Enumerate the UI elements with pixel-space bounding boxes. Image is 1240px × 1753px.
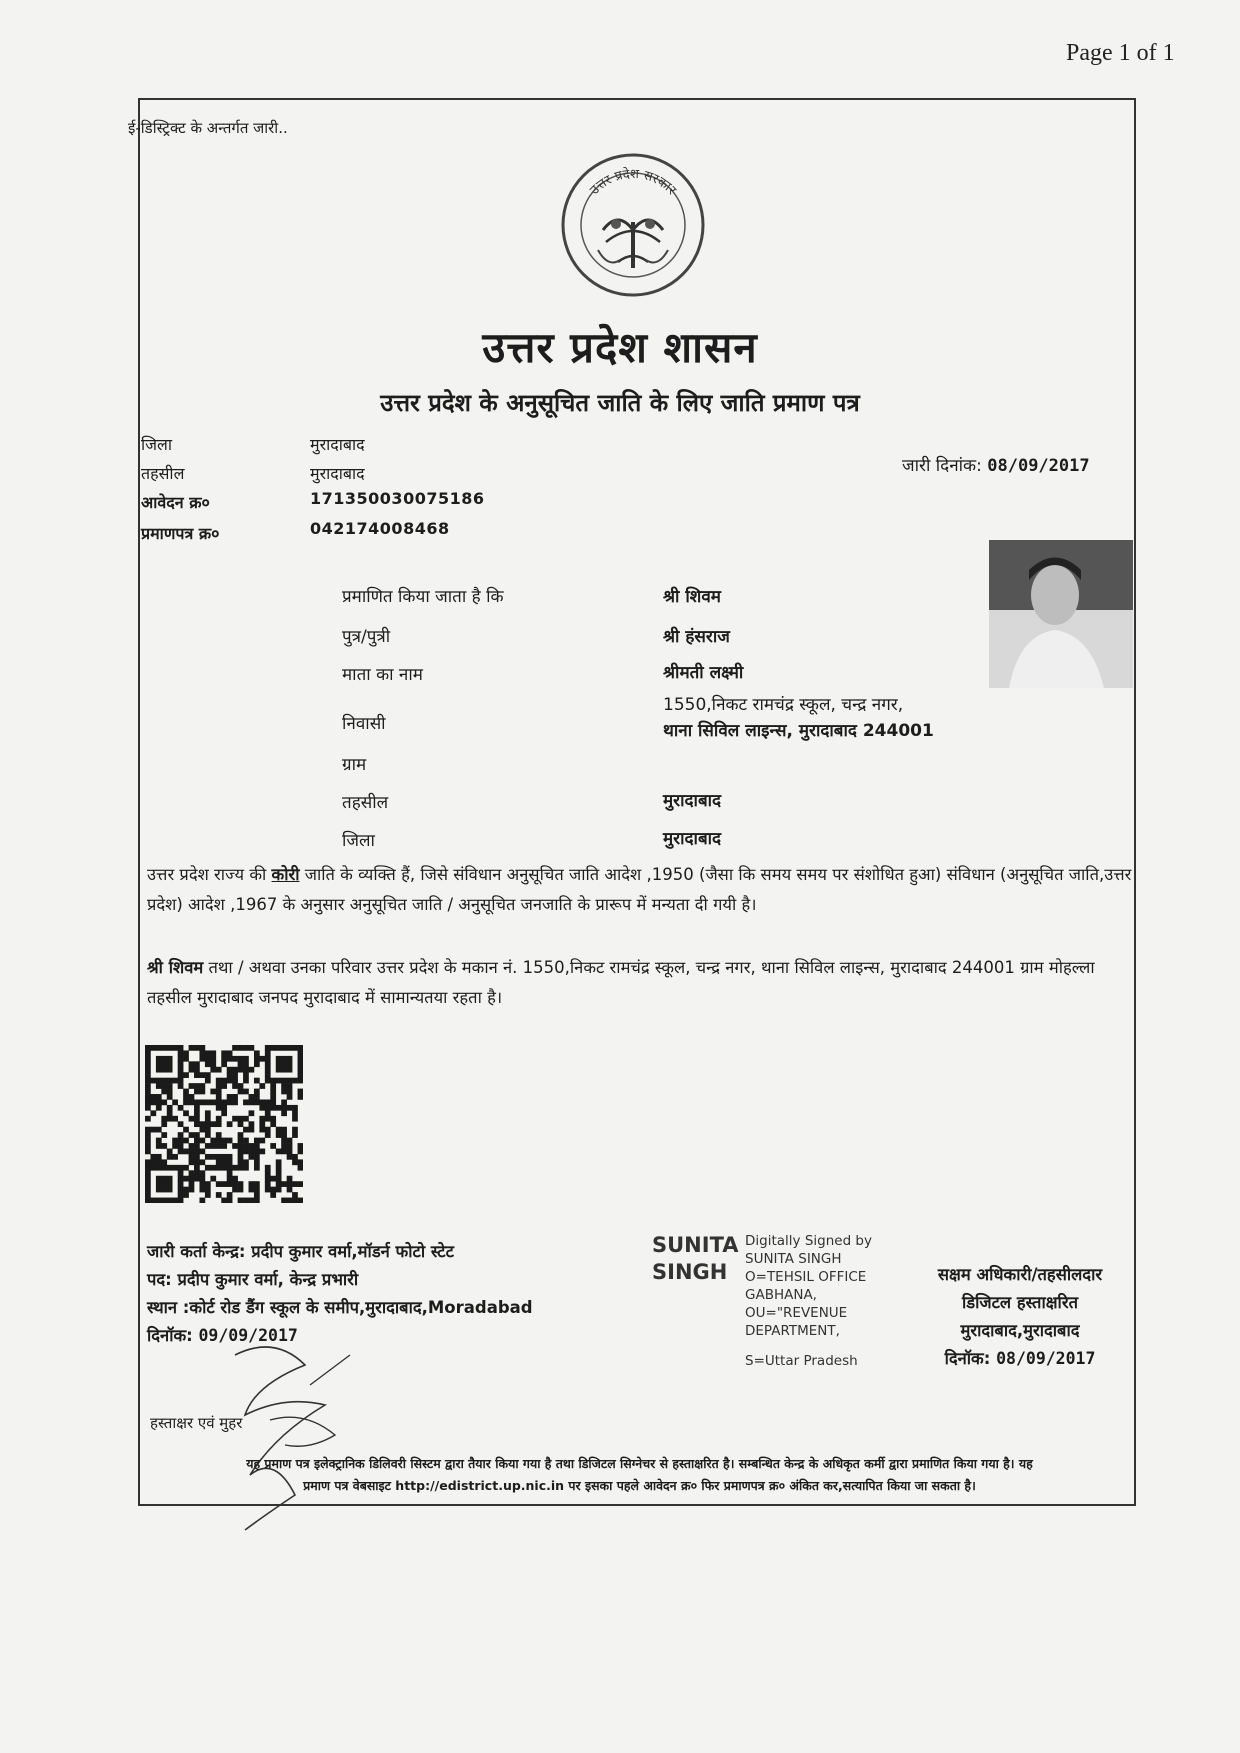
field-district-value: मुरादाबाद (663, 829, 722, 849)
certify-label: प्रमाणित किया जाता है कि (342, 587, 504, 607)
application-number: 171350030075186 (310, 489, 485, 508)
caste-statement (147, 860, 1132, 920)
issuer-date-value: 09/09/2017 (198, 1326, 298, 1345)
issuer-post: पद: प्रदीप कुमार वर्मा, केन्द्र प्रभारी (147, 1270, 359, 1289)
authority-designation: सक्षम अधिकारी/तहसीलदार (937, 1265, 1103, 1284)
edistrict-note: ई-डिस्ट्रिक्ट के अन्तर्गत जारी.. (128, 119, 288, 137)
digital-signer-name: SUNITA SINGH (652, 1233, 739, 1284)
authority-location: मुरादाबाद,मुरादाबाद (960, 1321, 1080, 1340)
caste-statement-pre: उत्तर प्रदेश राज्य की (147, 865, 272, 884)
qr-code (145, 1045, 303, 1207)
authority-date-label: दिनॉक: (944, 1349, 991, 1368)
handwritten-signature (215, 1325, 365, 1535)
sig-line-5: OU="REVENUE (745, 1305, 848, 1321)
footer-verification-note (147, 1453, 1132, 1497)
footer-line-2: प्रमाण पत्र वेबसाइट http://edistrict.up.nic.in पर इसका पहले आवेदन क्र० फिर प्रमाणपत्र क्र० अंकित कर,सत्यापित किया जा सकता है। (303, 1478, 976, 1493)
certificate-label: प्रमाणपत्र क्र० (141, 524, 220, 543)
tehsil-value: मुरादाबाद (310, 464, 365, 483)
authority-digital: डिजिटल हस्ताक्षरित (962, 1293, 1078, 1312)
district-value: मुरादाबाद (310, 435, 365, 454)
field-district-label: जिला (342, 831, 375, 851)
holder-name: श्री शिवम (663, 587, 721, 607)
signature-seal-label: हस्ताक्षर एवं मुहर (150, 1414, 243, 1432)
sig-line-2: SUNITA SINGH (745, 1251, 842, 1267)
district-label: जिला (141, 435, 173, 454)
tehsil-label: तहसील (141, 464, 185, 483)
issuer-centre: जारी कर्ता केन्द्र: प्रदीप कुमार वर्मा,मॉडर्न फोटो स्टेट (147, 1242, 454, 1261)
issue-date (902, 453, 1090, 476)
residence-statement (147, 953, 1132, 1013)
sig-line-4: GABHANA, (745, 1287, 817, 1303)
caste-name: कोरी (271, 865, 300, 884)
state-emblem-seal (558, 150, 708, 304)
page-number: Page 1 of 1 (1066, 40, 1175, 66)
certificate-title: उत्तर प्रदेश के अनुसूचित जाति के लिए जाति प्रमाण पत्र (380, 389, 860, 417)
emblem-text: उत्तर प्रदेश सरकार (587, 166, 679, 199)
sig-line-7: S=Uttar Pradesh (745, 1353, 858, 1369)
father-name: श्री हंसराज (663, 627, 730, 647)
field-tehsil-label: तहसील (342, 793, 389, 813)
issuer-date-label: दिनॉक: (147, 1326, 193, 1345)
field-tehsil-value: मुरादाबाद (663, 791, 722, 811)
authority-date (900, 1346, 1140, 1369)
resident-label: निवासी (342, 714, 386, 734)
mother-name: श्रीमती लक्ष्मी (663, 663, 744, 683)
svg-text:उत्तर प्रदेश सरकार (587, 166, 679, 199)
caste-statement-post: जाति के व्यक्ति हैं, जिसे संविधान अनुसूचित जाति आदेश ,1950 (जैसा कि समय समय पर संशोधित हुआ) संविधान (अनुसूचित जाति,उत्तर प्रदेश) आदेश ,1967 के अनुसार अनुसूचित जाति / अनुसूचित जनजाति के प्रारूप में मन्यता दी गयी है। (147, 865, 1132, 914)
issuer-place: स्थान :कोर्ट रोड डैंग स्कूल के समीप,मुरादाबाद,Moradabad (147, 1298, 533, 1317)
issue-date-label: जारी दिनांक: (902, 456, 982, 476)
applicant-photo (989, 540, 1133, 688)
footer-line-1: यह प्रमाण पत्र इलेक्ट्रानिक डिलिवरी सिस्टम द्वारा तैयार किया गया है तथा डिजिटल सिग्नेचर से हस्ताक्षरित है। सम्बन्धित केन्द्र के अधिकृत कर्मी द्वारा प्रमाणित किया गया है। यह (246, 1456, 1033, 1471)
digital-signature-details (745, 1232, 895, 1370)
address-line-1: 1550,निकट रामचंद्र स्कूल, चन्द्र नगर, (663, 695, 904, 715)
application-label: आवेदन क्र० (141, 493, 210, 512)
residence-statement-text: तथा / अथवा उनका परिवार उत्तर प्रदेश के मकान नं. 1550,निकट रामचंद्र स्कूल, चन्द्र नगर, थाना सिविल लाइन्स, मुरादाबाद 244001 ग्राम मोहल्ला तहसील मुरादाबाद जनपद मुरादाबाद में सामान्यतया रहता है। (147, 958, 1095, 1007)
issue-date-value: 08/09/2017 (987, 456, 1090, 476)
government-title: उत्तर प्रदेश शासन (482, 323, 758, 372)
mother-label: माता का नाम (342, 665, 423, 685)
village-label: ग्राम (342, 755, 367, 775)
address-line-2: थाना सिविल लाइन्स, मुरादाबाद 244001 (663, 721, 934, 741)
sig-line-3: O=TEHSIL OFFICE (745, 1269, 867, 1285)
certificate-number: 042174008468 (310, 519, 450, 538)
sig-line-6: DEPARTMENT, (745, 1323, 840, 1339)
residence-holder-name: श्री शिवम (147, 958, 204, 977)
child-of-label: पुत्र/पुत्री (342, 627, 391, 647)
authority-date-value: 08/09/2017 (996, 1349, 1096, 1368)
sig-line-1: Digitally Signed by (745, 1233, 872, 1249)
